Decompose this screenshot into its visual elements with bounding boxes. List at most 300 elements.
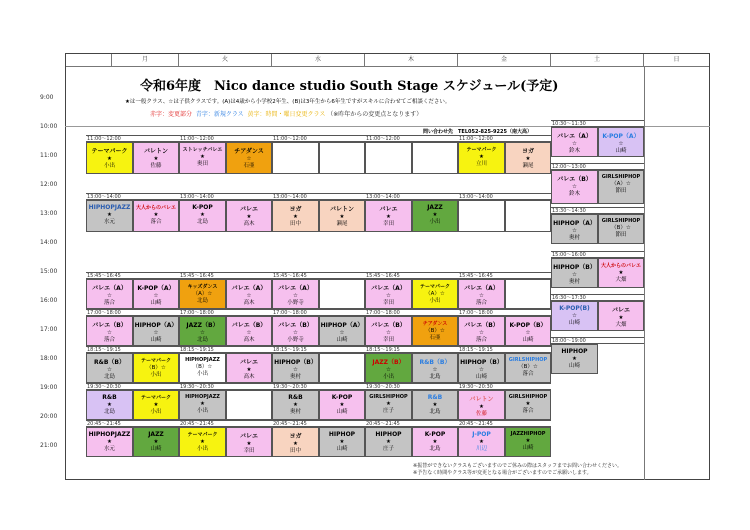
class-mark: ★ — [479, 439, 484, 445]
class-name: HIPHOP（A） — [320, 322, 364, 329]
class-cell — [272, 279, 319, 309]
class-mark: ☆ — [293, 367, 298, 373]
class-cell — [133, 316, 179, 346]
class-name: チアダンス — [422, 321, 448, 327]
time-label: 20:45～21:45 — [179, 420, 272, 427]
time-label: 13:00～14:00 — [365, 193, 458, 200]
empty-slot — [319, 353, 365, 383]
class-cell — [458, 316, 505, 346]
time-label: 11:00～12:00 — [365, 135, 458, 142]
teacher: 小出 — [196, 371, 208, 377]
class-name: GIRLSHIPHOP — [601, 174, 641, 180]
time-label: 17:00～18:00 — [365, 309, 458, 316]
class-name: バレエ（A） — [464, 285, 499, 292]
time-label: 18:15～19:15 — [272, 346, 365, 353]
class-mark: ☆ — [293, 293, 298, 299]
class-name: K-POP（A） — [602, 133, 640, 140]
contact-info: 問い合わせ先 TEL052-825-9225（南大高） — [423, 129, 532, 135]
class-name: 大人からのバレエ — [600, 263, 641, 269]
class-name: JAZZ — [148, 431, 164, 438]
teacher: 立川 — [475, 161, 487, 167]
class-cell — [319, 200, 365, 232]
time-label: 17:00～18:00 — [179, 309, 272, 316]
hour-label: 9:00 — [40, 94, 54, 101]
class-mark: ★ — [572, 356, 577, 362]
class-mark: ★ — [618, 270, 624, 276]
footer-note: ※予告なく時間やクラス等が変更となる場合がございますのでご承願いします。 — [413, 470, 592, 476]
class-mark: ☆ — [107, 367, 112, 373]
time-label: 15:45～16:45 — [179, 272, 272, 279]
class-mark: ★ — [200, 212, 205, 218]
teacher: 山崎 — [150, 337, 162, 343]
class-cell — [133, 353, 179, 383]
class-cell — [226, 279, 272, 309]
legend-note: ★は一般クラス、☆は子供クラスです。(A)は4歳から小学校2年生、(B)は3年生から6年生ですがスキルに合わせてご相談ください。 — [125, 99, 451, 105]
class-mark: ☆ — [572, 313, 577, 319]
teacher: 奥村 — [568, 279, 580, 285]
class-mark: ★ — [339, 439, 345, 445]
teacher: 節田 — [615, 232, 627, 238]
time-label: 13:00～14:00 — [272, 193, 365, 200]
time-label: 17:00～18:00 — [458, 309, 551, 316]
class-mark: ★ — [293, 214, 298, 220]
hour-label: 17:00 — [40, 326, 58, 333]
class-cell — [133, 390, 179, 420]
class-name: バレエ（B） — [464, 322, 499, 329]
class-cell — [598, 127, 644, 157]
empty-slot — [319, 279, 365, 309]
class-cell — [598, 214, 644, 244]
time-label: 20:45～21:45 — [272, 420, 365, 427]
teacher: 節田 — [615, 188, 627, 194]
class-mark: ☆ — [525, 330, 531, 336]
class-name: GIRLSHIPHOP — [369, 394, 408, 400]
class-mark: ★ — [200, 154, 205, 160]
class-cell — [505, 390, 551, 420]
time-label: 15:00～16:00 — [551, 251, 644, 258]
class-name: R&B — [427, 394, 443, 401]
teacher: 田中 — [289, 448, 301, 454]
class-cell — [226, 316, 272, 346]
class-name: HIPHOP — [561, 348, 588, 355]
time-label: 20:45～21:45 — [365, 420, 458, 427]
day-header-sun: 日 — [644, 53, 710, 67]
teacher: 瀬尾 — [336, 221, 348, 227]
teacher: 北島 — [429, 446, 441, 452]
class-mark: ☆ — [386, 367, 391, 373]
class-name: テーマパーク — [141, 358, 171, 364]
class-mark: ☆ — [479, 293, 484, 299]
class-mark: ★ — [107, 212, 112, 218]
class-cell — [505, 316, 551, 346]
teacher: 幸田 — [382, 300, 394, 306]
class-cell — [272, 316, 319, 346]
teacher: 北島 — [429, 374, 441, 380]
class-cell — [86, 200, 133, 232]
class-mark: ☆ — [386, 330, 391, 336]
class-cell — [86, 390, 133, 420]
time-label: 18:15～19:15 — [179, 346, 272, 353]
time-label: 19:30～20:30 — [458, 383, 551, 390]
hour-label: 14:00 — [40, 239, 58, 246]
class-mark: ★ — [618, 315, 624, 321]
class-cell — [551, 170, 598, 204]
class-cell — [412, 353, 458, 383]
class-cell — [551, 344, 598, 374]
teacher: 小野寺 — [287, 337, 304, 343]
teacher: 奥村 — [289, 374, 301, 380]
teacher: 山崎 — [522, 445, 534, 451]
class-mark: （B）☆ — [611, 225, 631, 231]
teacher: 幸田 — [243, 448, 255, 454]
class-name: GIRLSHIPHOP — [508, 357, 548, 363]
class-mark: ☆ — [107, 330, 112, 336]
class-mark: ★ — [153, 212, 159, 218]
class-mark: ☆ — [386, 293, 391, 299]
class-mark: ★ — [432, 212, 438, 218]
class-cell — [226, 427, 272, 457]
teacher: 小出 — [429, 298, 441, 304]
class-name: バレエ（A） — [278, 285, 313, 292]
class-cell — [86, 142, 133, 174]
teacher: 北島 — [196, 337, 208, 343]
class-name: HIPHOP（B） — [274, 359, 317, 366]
teacher: 小出 — [429, 219, 441, 225]
class-cell — [179, 316, 226, 346]
class-mark: ★ — [107, 156, 112, 162]
class-cell — [598, 301, 644, 331]
class-mark: ★ — [479, 404, 484, 410]
teacher: 幸田 — [382, 337, 394, 343]
class-name: バレエ — [239, 359, 258, 366]
class-mark: ★ — [200, 439, 205, 445]
teacher: 高木 — [243, 300, 255, 306]
time-label: 11:00～12:00 — [272, 135, 365, 142]
empty-slot — [365, 142, 412, 174]
class-mark: ★ — [339, 402, 345, 408]
hour-label: 13:00 — [40, 210, 58, 217]
hour-label: 21:00 — [40, 442, 58, 449]
class-name: GIRLSHIPHOP — [601, 218, 641, 224]
day-header-wed: 水 — [272, 53, 365, 67]
class-mark: （B）☆ — [425, 328, 445, 334]
class-mark: （B）☆ — [146, 365, 166, 371]
class-name: バレトン — [143, 148, 168, 155]
teacher: 高木 — [243, 337, 255, 343]
hour-label: 10:00 — [40, 123, 58, 130]
teacher: 庄子 — [382, 446, 394, 452]
class-name: テーマパーク — [141, 395, 171, 401]
teacher: 鈴木 — [568, 148, 580, 154]
class-cell — [319, 390, 365, 420]
teacher: 落合 — [150, 219, 162, 225]
class-cell — [412, 200, 458, 232]
teacher: 小出 — [150, 372, 162, 378]
class-cell — [179, 390, 226, 420]
class-name: HIPHOP — [375, 431, 402, 438]
yellow-legend: 黄字：時間・曜日変更クラス — [247, 111, 326, 118]
class-mark: ★ — [339, 214, 345, 220]
class-cell — [551, 214, 598, 244]
class-name: JAZZ — [427, 204, 443, 211]
teacher: 鈴木 — [568, 191, 580, 197]
class-mark: ★ — [107, 402, 112, 408]
class-cell — [412, 279, 458, 309]
teacher: 落合 — [475, 337, 487, 343]
class-cell — [179, 353, 226, 383]
time-label: 19:30～20:30 — [272, 383, 365, 390]
class-name: R&B（B） — [94, 359, 125, 366]
teacher: 田中 — [289, 221, 301, 227]
teacher: 落合 — [103, 300, 115, 306]
teacher: 山崎 — [150, 446, 162, 452]
class-name: バレエ（B） — [371, 322, 406, 329]
class-mark: ★ — [386, 214, 391, 220]
time-label: 18:15～19:15 — [365, 346, 458, 353]
class-cell — [179, 142, 226, 174]
teacher: 山崎 — [568, 320, 580, 326]
teacher: 小野寺 — [287, 300, 304, 306]
class-name: バレエ — [611, 307, 630, 314]
teacher: 幸田 — [382, 221, 394, 227]
class-mark: ☆ — [153, 330, 159, 336]
class-mark: ☆ — [572, 272, 577, 278]
hour-label: 12:00 — [40, 181, 58, 188]
class-mark: ★ — [293, 402, 298, 408]
class-name: R&B — [102, 394, 117, 401]
teacher: 山崎 — [615, 148, 627, 154]
hour-label: 19:00 — [40, 384, 58, 391]
time-label: 18:15～19:15 — [86, 346, 179, 353]
class-cell — [365, 200, 412, 232]
teacher: 水元 — [103, 219, 115, 225]
class-name: J-POP — [472, 431, 491, 438]
sunday-column — [644, 67, 645, 480]
time-label: 15:45～16:45 — [365, 272, 458, 279]
class-mark: ☆ — [572, 228, 577, 234]
class-cell — [226, 353, 272, 383]
class-name: バレエ（A） — [92, 285, 127, 292]
hour-label: 20:00 — [40, 413, 58, 420]
class-name: JAZZHIPHOP — [510, 431, 546, 437]
day-header-sat: 土 — [551, 53, 644, 67]
class-name: テーマパーク — [91, 148, 128, 155]
class-cell — [598, 258, 644, 288]
teacher: 高木 — [243, 374, 255, 380]
class-cell — [458, 353, 505, 383]
class-name: GIRLSHIPHOP — [508, 394, 548, 400]
teacher: 水元 — [103, 446, 115, 452]
teacher: 奥村 — [289, 409, 301, 415]
teacher: 北島 — [196, 219, 208, 225]
class-cell — [133, 279, 179, 309]
class-name: K-POP（A） — [137, 285, 175, 292]
class-cell — [319, 427, 365, 457]
teacher: 庄子 — [382, 408, 394, 414]
teacher: 山崎 — [150, 300, 162, 306]
time-label: 17:00～18:00 — [86, 309, 179, 316]
class-cell — [412, 316, 458, 346]
class-mark: ★ — [525, 438, 531, 444]
class-cell — [86, 316, 133, 346]
class-mark: ★ — [525, 401, 531, 407]
class-cell — [551, 258, 598, 288]
class-cell — [365, 353, 412, 383]
class-mark: ☆ — [107, 293, 112, 299]
empty-slot — [272, 142, 319, 174]
class-name: バレエ（A） — [231, 285, 267, 292]
class-name: バレエ（B） — [557, 176, 592, 183]
class-mark: （A）☆ — [192, 291, 213, 297]
class-mark: ☆ — [572, 184, 577, 190]
class-name: テーマパーク — [187, 432, 218, 438]
teacher: 川辺 — [475, 446, 487, 452]
class-mark: ★ — [432, 439, 438, 445]
teacher: 山崎 — [336, 446, 348, 452]
teacher: 高木 — [243, 221, 255, 227]
teacher: 落合 — [522, 408, 534, 414]
page-title: 令和6年度 Nico dance studio South Stage スケジュール(予定) — [140, 79, 559, 94]
class-mark: ☆ — [339, 330, 345, 336]
teacher: 大畑 — [615, 322, 627, 328]
time-label: 11:00～12:00 — [458, 135, 551, 142]
class-cell — [226, 142, 272, 174]
class-name: 大人からのバレエ — [135, 205, 176, 211]
time-label: 15:45～16:45 — [458, 272, 551, 279]
class-mark: ★ — [107, 439, 112, 445]
class-name: HIPHOPJAZZ — [185, 394, 220, 400]
class-name: K-POP — [331, 394, 353, 401]
class-cell — [179, 427, 226, 457]
change-legend — [150, 109, 422, 118]
class-mark: ☆ — [246, 330, 252, 336]
class-name: K-POP(B) — [559, 305, 590, 312]
teacher: 奥田 — [196, 161, 208, 167]
class-cell — [365, 390, 412, 420]
class-cell — [551, 127, 598, 157]
class-name: JAZZ（B） — [372, 359, 405, 366]
class-cell — [365, 279, 412, 309]
class-cell — [598, 170, 644, 204]
class-name: バレエ（B） — [278, 322, 313, 329]
teacher: 小出 — [103, 163, 115, 169]
class-name: ストレッチバレエ — [182, 147, 223, 153]
class-cell — [365, 316, 412, 346]
class-name: バレエ（B） — [92, 322, 127, 329]
time-label: 10:30～11:30 — [551, 120, 644, 127]
class-name: テーマパーク — [420, 284, 450, 290]
time-label: 15:45～16:45 — [272, 272, 365, 279]
class-name: HIPHOPJAZZ — [88, 204, 131, 211]
teacher: 山崎 — [336, 409, 348, 415]
time-label: 16:30～17:30 — [551, 294, 644, 301]
teacher: 山崎 — [568, 363, 580, 369]
class-cell — [505, 142, 551, 174]
class-cell — [458, 390, 505, 420]
class-cell — [272, 427, 319, 457]
time-label: 11:00～12:00 — [86, 135, 179, 142]
empty-slot — [412, 142, 458, 174]
teacher: 小出 — [382, 374, 394, 380]
class-cell — [133, 427, 179, 457]
class-cell — [458, 427, 505, 457]
teacher: 佐藤 — [150, 163, 162, 169]
class-name: HIPHOP（B） — [460, 359, 503, 366]
class-mark: ☆ — [479, 330, 484, 336]
change-note: （※昨年からの変更点となります） — [327, 111, 423, 118]
teacher: 小出 — [150, 409, 162, 415]
class-cell — [272, 390, 319, 420]
class-mark: ★ — [153, 402, 159, 408]
class-name: HIPHOP（A） — [553, 220, 596, 227]
teacher: 北島 — [429, 409, 441, 415]
day-header-tue: 火 — [179, 53, 272, 67]
teacher: 石亜 — [243, 163, 255, 169]
time-label: 20:45～21:45 — [458, 420, 551, 427]
class-mark: ☆ — [618, 141, 624, 147]
class-cell — [133, 200, 179, 232]
class-name: ヨガ — [289, 433, 302, 440]
class-name: バレトン — [329, 206, 354, 213]
class-mark: ☆ — [246, 293, 252, 299]
class-mark: ★ — [432, 402, 438, 408]
class-name: テーマパーク — [466, 147, 497, 153]
class-mark: （A）☆ — [425, 291, 445, 297]
teacher: 石亜 — [429, 335, 441, 341]
class-name: バレエ（A） — [557, 133, 592, 140]
time-label: 19:30～20:30 — [179, 383, 272, 390]
class-mark: ★ — [386, 439, 391, 445]
teacher: 奥村 — [568, 235, 580, 241]
class-mark: ★ — [246, 214, 252, 220]
time-label: 11:00～12:00 — [179, 135, 272, 142]
class-name: K-POP — [192, 204, 213, 211]
class-cell — [551, 301, 598, 331]
class-mark: ★ — [153, 156, 159, 162]
class-cell — [412, 427, 458, 457]
class-name: K-POP — [424, 431, 446, 438]
empty-slot — [319, 142, 365, 174]
time-label: 13:30～14:30 — [551, 207, 644, 214]
class-cell — [505, 353, 551, 383]
class-cell — [365, 427, 412, 457]
class-name: バレエ — [239, 206, 258, 213]
day-header-fri: 金 — [458, 53, 551, 67]
class-name: HIPHOP — [328, 431, 356, 438]
teacher: 山崎 — [475, 374, 487, 380]
class-mark: （B）☆ — [192, 364, 213, 370]
class-mark: ★ — [200, 401, 205, 407]
teacher: 山崎 — [336, 337, 348, 343]
time-label: 18:00～19:00 — [551, 337, 644, 344]
class-name: バレエ（B） — [231, 322, 267, 329]
class-mark: ☆ — [432, 367, 438, 373]
class-mark: ☆ — [153, 293, 159, 299]
class-mark: ☆ — [572, 141, 577, 147]
class-mark: ☆ — [293, 330, 298, 336]
hour-label: 18:00 — [40, 355, 58, 362]
class-mark: ★ — [246, 441, 252, 447]
teacher: 北島 — [103, 409, 115, 415]
time-label: 17:00～18:00 — [272, 309, 365, 316]
teacher: 落合 — [522, 371, 534, 377]
teacher: 小出 — [196, 446, 208, 452]
teacher: 北島 — [196, 298, 208, 304]
class-cell — [505, 427, 551, 457]
red-legend: 赤字：変更部分 — [150, 111, 193, 118]
hour-label: 15:00 — [40, 268, 58, 275]
teacher: 大畑 — [615, 277, 627, 283]
